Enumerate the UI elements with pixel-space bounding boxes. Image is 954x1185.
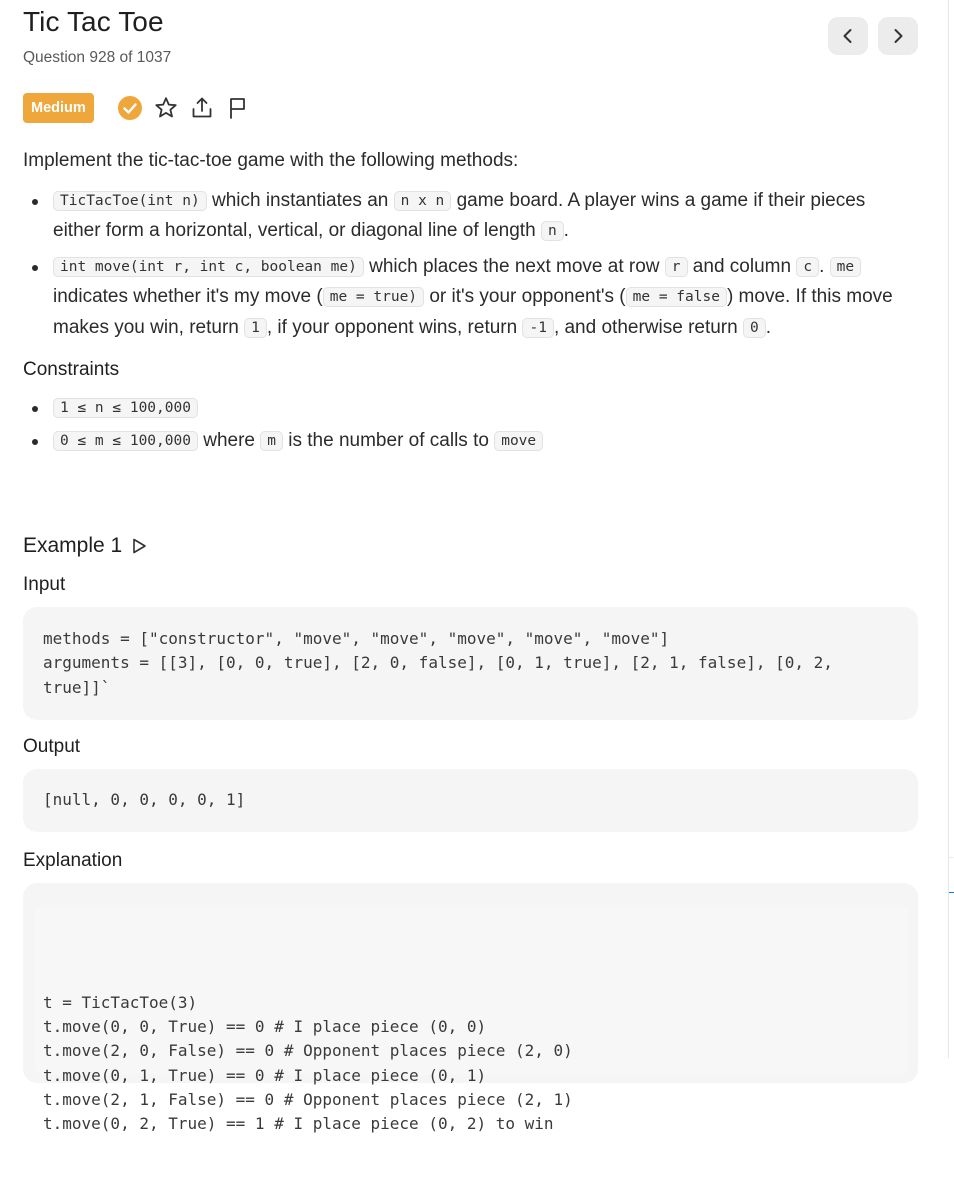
code-line: true]]`: [43, 677, 111, 697]
panel-edge-accent: [949, 892, 954, 893]
question-toolbar: [23, 92, 252, 124]
code-line: t.move(0, 1, True) == 0 # I place piece (0, 1): [43, 1065, 487, 1085]
inline-code: 0 ≤ m ≤ 100,000: [53, 431, 198, 451]
inline-code: c: [796, 257, 819, 277]
method-constructor: TicTacToe(int n) which instantiates an n x n game board. A player wins a game if their pieces either form a horizontal, vertical, or diagonal line of length n .: [23, 186, 913, 247]
constraints-heading: Constraints: [23, 359, 120, 380]
star-icon[interactable]: [152, 94, 180, 122]
inline-code: me = true): [323, 287, 424, 307]
inline-code: me: [830, 257, 861, 277]
output-code-block: [23, 769, 918, 832]
inline-code: -1: [522, 318, 553, 338]
input-code-block: [23, 607, 918, 720]
method-move: int move(int r, int c, boolean me) which places the next move at row r and column c . me indicates whether it's my move ( me = true) or it's your opponent's ( me = false ) move. If this move makes you win, return 1 , if your opponent wins, return -1 , and otherwise return 0 .: [23, 252, 913, 344]
inline-code: r: [665, 257, 688, 277]
problem-description: [23, 146, 913, 457]
inline-code: 0: [743, 318, 766, 338]
output-label: Output: [23, 736, 81, 757]
code-line: t.move(0, 2, True) == 1 # I place piece (0, 2) to win: [43, 1114, 554, 1134]
share-upload-icon[interactable]: [188, 94, 216, 122]
inline-code: move: [494, 431, 543, 451]
flag-icon[interactable]: [224, 94, 252, 122]
panel-edge-mark: [949, 857, 954, 858]
input-label: Input: [23, 574, 66, 595]
code-line: [null, 0, 0, 0, 0, 1]: [43, 790, 246, 809]
constraint-item: [23, 393, 913, 424]
inline-code: n x n: [394, 191, 452, 211]
previous-question-button[interactable]: [828, 17, 868, 55]
code-line: methods = ["constructor", "move", "move", "move", "move", "move"]: [43, 629, 670, 648]
page-title: Tic Tac Toe: [23, 6, 164, 37]
explanation-label: Explanation: [23, 850, 123, 871]
code-line: t = TicTacToe(3): [43, 992, 198, 1012]
inline-code: TicTacToe(int n): [53, 191, 207, 211]
code-line: t.move(2, 1, False) == 0 # Opponent places piece (2, 1): [43, 1090, 573, 1110]
difficulty-badge: Medium: [23, 93, 94, 123]
description-intro: Implement the tic-tac-toe game with the following methods:: [23, 150, 519, 171]
constraint-item: 0 ≤ m ≤ 100,000 where m is the number of calls to move: [23, 426, 913, 457]
inline-code: int move(int r, int c, boolean me): [53, 257, 364, 277]
inline-code: me = false: [626, 287, 727, 307]
method-list: [23, 186, 913, 344]
inline-code: n: [541, 221, 564, 241]
constraints-list: [23, 393, 913, 457]
inline-code: 1: [244, 318, 267, 338]
code-line: t.move(2, 0, False) == 0 # Opponent places piece (2, 0): [43, 1041, 573, 1061]
question-counter: Question 928 of 1037: [23, 49, 172, 66]
play-icon[interactable]: [130, 537, 148, 555]
inline-code: m: [260, 431, 283, 451]
next-question-button[interactable]: [878, 17, 918, 55]
panel-divider: [948, 0, 949, 1058]
inline-code: 1 ≤ n ≤ 100,000: [53, 398, 198, 418]
code-line: arguments = [[3], [0, 0, true], [2, 0, false], [0, 1, true], [2, 1, false], [0, 2,: [43, 653, 833, 673]
chevron-left-icon: [841, 28, 855, 44]
example-heading: Example 1: [23, 534, 148, 558]
code-line: t.move(0, 0, True) == 0 # I place piece (0, 0): [43, 1017, 487, 1037]
explanation-code-block: [23, 883, 918, 1134]
completed-check-icon: [116, 94, 144, 122]
chevron-right-icon: [891, 28, 905, 44]
